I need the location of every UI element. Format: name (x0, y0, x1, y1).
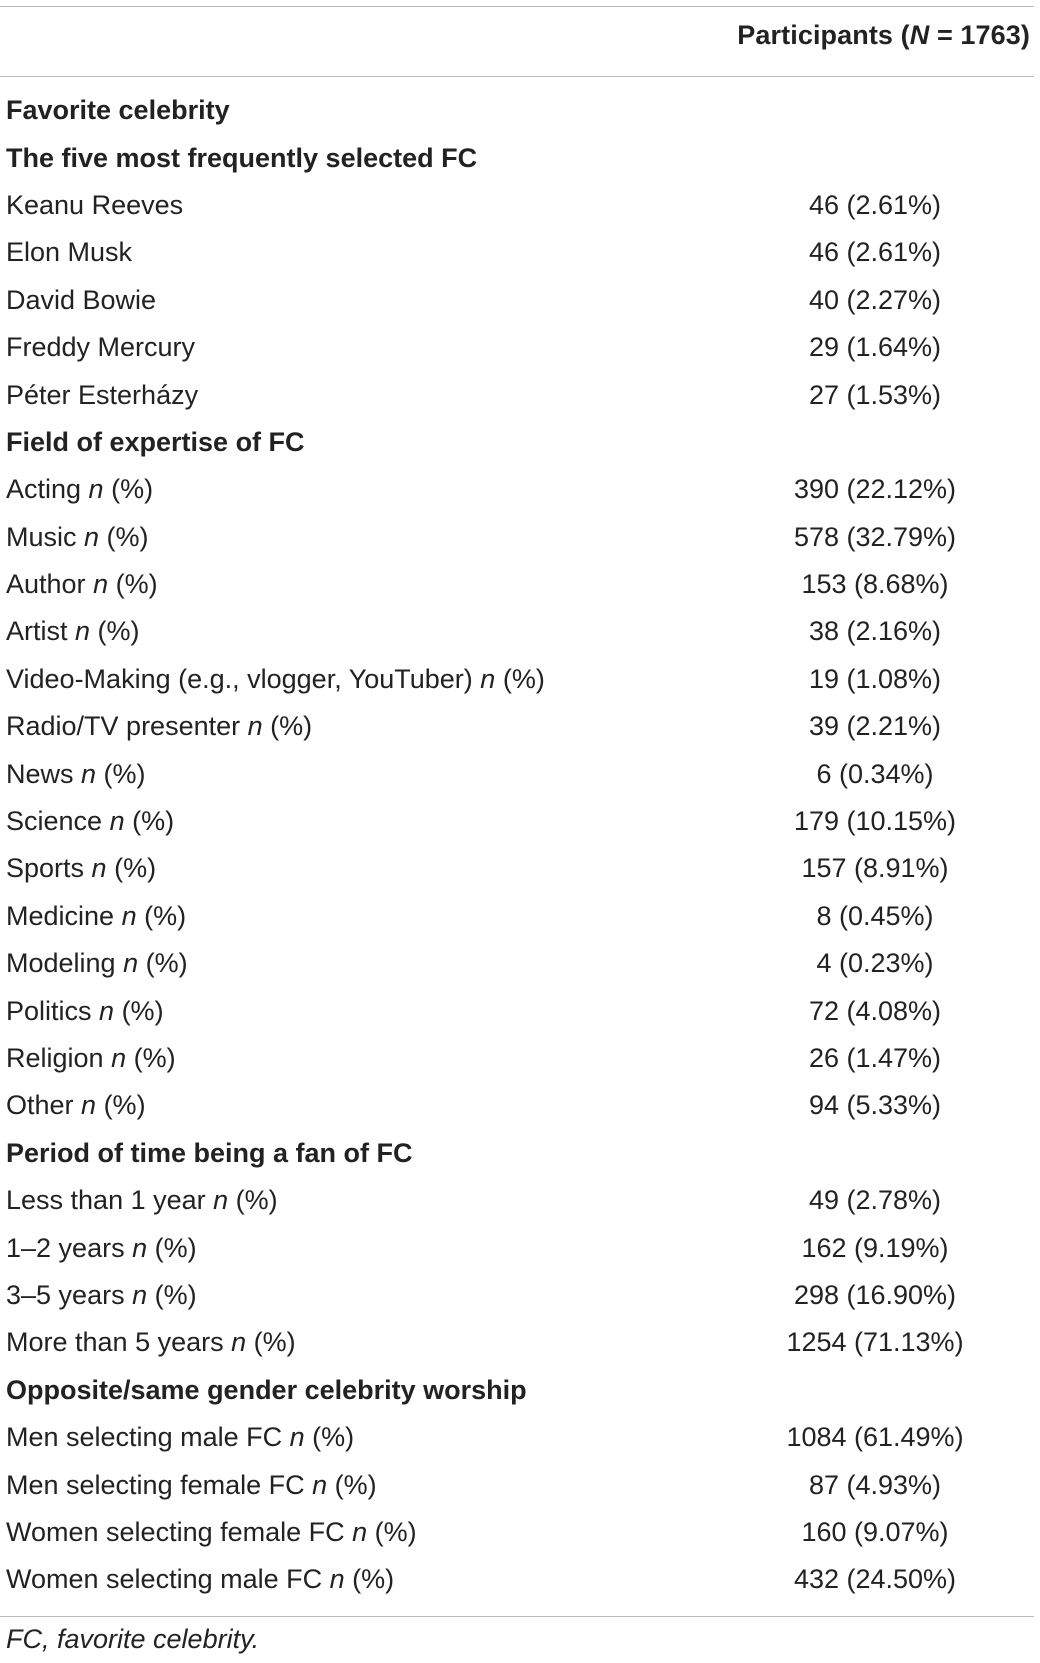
table-row (0, 608, 1034, 655)
section-heading (6, 143, 477, 174)
row-label-text: David Bowie (6, 284, 157, 315)
row-value: 390 (22.12%) (793, 474, 957, 505)
section-heading (6, 95, 230, 126)
row-label-text: Radio/TV presenter (6, 711, 248, 742)
row-value: 46 (2.61%) (808, 189, 942, 220)
row-label (6, 1517, 417, 1548)
row-value: 87 (4.93%) (808, 1469, 942, 1500)
table-row (0, 1319, 1034, 1366)
row-label (6, 1043, 176, 1074)
row-label-text: Freddy Mercury (6, 332, 196, 363)
table-row (0, 229, 1034, 276)
row-value: 1254 (71.13%) (786, 1327, 964, 1358)
row-label-suffix: n (%) (247, 711, 313, 742)
row-label-text: Video-Making (e.g., vlogger, YouTuber) (6, 663, 481, 694)
section-heading-row (0, 1130, 1034, 1177)
row-label-text: Men selecting female FC (6, 1469, 313, 1500)
row-value: 39 (2.21%) (808, 711, 942, 742)
row-label-suffix: n (%) (81, 758, 146, 789)
row-label-text: Less than 1 year (6, 1185, 214, 1216)
row-value: 162 (9.19%) (801, 1232, 949, 1263)
table-row (0, 514, 1034, 561)
row-label-text: Other (6, 1090, 82, 1121)
row-label (6, 853, 156, 884)
row-value: 4 (0.23%) (816, 948, 934, 979)
row-label (6, 190, 183, 221)
header-suffix: = 1763) (929, 20, 1030, 50)
row-label (6, 380, 198, 411)
row-label-text: More than 5 years (6, 1327, 232, 1358)
row-label-suffix: n (%) (231, 1327, 296, 1358)
section-heading-row (0, 1367, 1034, 1414)
row-label-text: Science (6, 806, 110, 837)
row-value: 46 (2.61%) (808, 237, 942, 268)
row-label-suffix: n (%) (91, 853, 157, 884)
table-row (0, 940, 1034, 987)
table-row (0, 750, 1034, 797)
row-value: 38 (2.16%) (808, 616, 942, 647)
row-value: 157 (8.91%) (801, 853, 949, 884)
table-row (0, 703, 1034, 750)
row-value: 26 (1.47%) (808, 1043, 942, 1073)
row-label-text: 1–2 years (6, 1232, 133, 1263)
section-heading (6, 1138, 413, 1169)
row-label (6, 948, 188, 979)
row-label-text: Modeling (6, 948, 124, 979)
row-value: 29 (1.64%) (808, 332, 942, 363)
section-heading-row (0, 419, 1034, 466)
row-label-suffix: n (%) (123, 948, 188, 979)
section-heading (6, 1375, 527, 1406)
row-value: 40 (2.27%) (808, 284, 942, 315)
row-label-suffix: n (%) (329, 1564, 395, 1595)
row-label-text: Sports (6, 853, 92, 884)
table-row (0, 893, 1034, 940)
header-prefix: Participants ( (737, 20, 910, 50)
table-row (0, 1272, 1034, 1319)
row-label (6, 285, 156, 316)
row-label-suffix: n (%) (88, 474, 154, 505)
row-label-suffix: n (%) (132, 1279, 197, 1310)
table-row (0, 1224, 1034, 1271)
row-label-suffix: n (%) (81, 1090, 146, 1121)
row-label (6, 616, 140, 647)
header-n-symbol: N (909, 20, 930, 50)
row-label (6, 332, 195, 363)
row-value: 153 (8.68%) (801, 569, 949, 600)
row-label-text: Artist (6, 616, 76, 647)
row-label-text: Politics (6, 995, 100, 1026)
row-value: 8 (0.45%) (816, 900, 934, 931)
row-label-text: Music (6, 521, 85, 552)
row-label-text: Opposite/same gender celebrity worship (6, 1374, 527, 1405)
row-value: 94 (5.33%) (808, 1090, 942, 1121)
bottom-rule (0, 1616, 1034, 1617)
section-heading-row (0, 87, 1034, 134)
row-label-suffix: n (%) (111, 1043, 176, 1073)
row-label-suffix: n (%) (93, 569, 158, 600)
row-label-text: Men selecting male FC (6, 1422, 290, 1453)
table-row (0, 1082, 1034, 1129)
row-label-text: Medicine (6, 900, 122, 931)
header-rule (0, 76, 1034, 77)
table-row (0, 845, 1034, 892)
row-label (6, 759, 146, 790)
row-label-suffix: n (%) (480, 663, 545, 694)
row-label (6, 1422, 354, 1453)
row-value: 179 (10.15%) (793, 806, 957, 837)
row-label-text: The five most frequently selected FC (6, 142, 478, 173)
row-label-suffix: n (%) (121, 900, 187, 931)
row-label-suffix: n (%) (213, 1185, 278, 1216)
table-body (0, 87, 1034, 1604)
row-label (6, 522, 149, 553)
row-label-text: News (6, 758, 82, 789)
row-label (6, 569, 158, 600)
table-row (0, 1461, 1034, 1508)
row-label (6, 664, 545, 695)
row-label-suffix: n (%) (84, 521, 149, 552)
section-heading-row (0, 134, 1034, 181)
column-header-participants (737, 20, 1030, 51)
row-label-suffix: n (%) (312, 1469, 377, 1500)
row-label-text: Keanu Reeves (6, 189, 184, 220)
row-label-text: Religion (6, 1043, 112, 1073)
row-label (6, 901, 186, 932)
row-value: 432 (24.50%) (793, 1564, 957, 1595)
row-label-text: 3–5 years (6, 1279, 133, 1310)
row-label (6, 1280, 197, 1311)
row-value: 298 (16.90%) (793, 1279, 957, 1310)
row-value: 160 (9.07%) (801, 1516, 949, 1547)
row-label (6, 1327, 296, 1358)
row-value: 49 (2.78%) (808, 1185, 942, 1216)
table-row (0, 371, 1034, 418)
row-label-suffix: n (%) (352, 1516, 417, 1547)
table-row (0, 1556, 1034, 1603)
table-row (0, 1509, 1034, 1556)
table-row (0, 466, 1034, 513)
row-label (6, 1564, 394, 1595)
row-value: 6 (0.34%) (816, 758, 934, 789)
table-row (0, 987, 1034, 1034)
row-label-suffix: n (%) (109, 806, 175, 837)
row-label-text: Péter Esterházy (6, 379, 199, 410)
row-label (6, 1185, 278, 1216)
table-row (0, 1177, 1034, 1224)
section-heading (6, 427, 305, 458)
row-label-text: Period of time being a fan of FC (6, 1137, 413, 1168)
row-label-text: Field of expertise of FC (6, 426, 305, 457)
row-label-suffix: n (%) (99, 995, 164, 1026)
row-value: 72 (4.08%) (808, 995, 942, 1026)
table-row (0, 1035, 1034, 1082)
row-value: 19 (1.08%) (808, 663, 942, 694)
row-label (6, 1233, 197, 1264)
row-label (6, 711, 312, 742)
row-label-suffix: n (%) (289, 1422, 355, 1453)
row-value: 27 (1.53%) (808, 379, 942, 410)
table-row (0, 182, 1034, 229)
table-footnote: FC, favorite celebrity. (6, 1624, 260, 1654)
row-label-text: Women selecting female FC (6, 1516, 353, 1547)
row-label (6, 1090, 146, 1121)
table-row (0, 656, 1034, 703)
row-label-text: Favorite celebrity (6, 95, 230, 126)
row-label-suffix: n (%) (75, 616, 140, 647)
table-row (0, 1414, 1034, 1461)
row-label-text: Acting (6, 474, 89, 505)
table-row (0, 277, 1034, 324)
row-value: 578 (32.79%) (793, 521, 957, 552)
row-label (6, 806, 174, 837)
row-label-text: Author (6, 569, 94, 600)
row-label (6, 237, 132, 268)
table-row (0, 324, 1034, 371)
row-label-suffix: n (%) (132, 1232, 197, 1263)
row-label-text: Women selecting male FC (6, 1564, 330, 1595)
table-row (0, 798, 1034, 845)
row-label (6, 474, 153, 505)
row-label (6, 1470, 377, 1501)
row-label (6, 996, 164, 1027)
table-row (0, 561, 1034, 608)
row-label-text: Elon Musk (6, 237, 133, 268)
top-rule (0, 6, 1034, 7)
row-value: 1084 (61.49%) (786, 1422, 964, 1453)
